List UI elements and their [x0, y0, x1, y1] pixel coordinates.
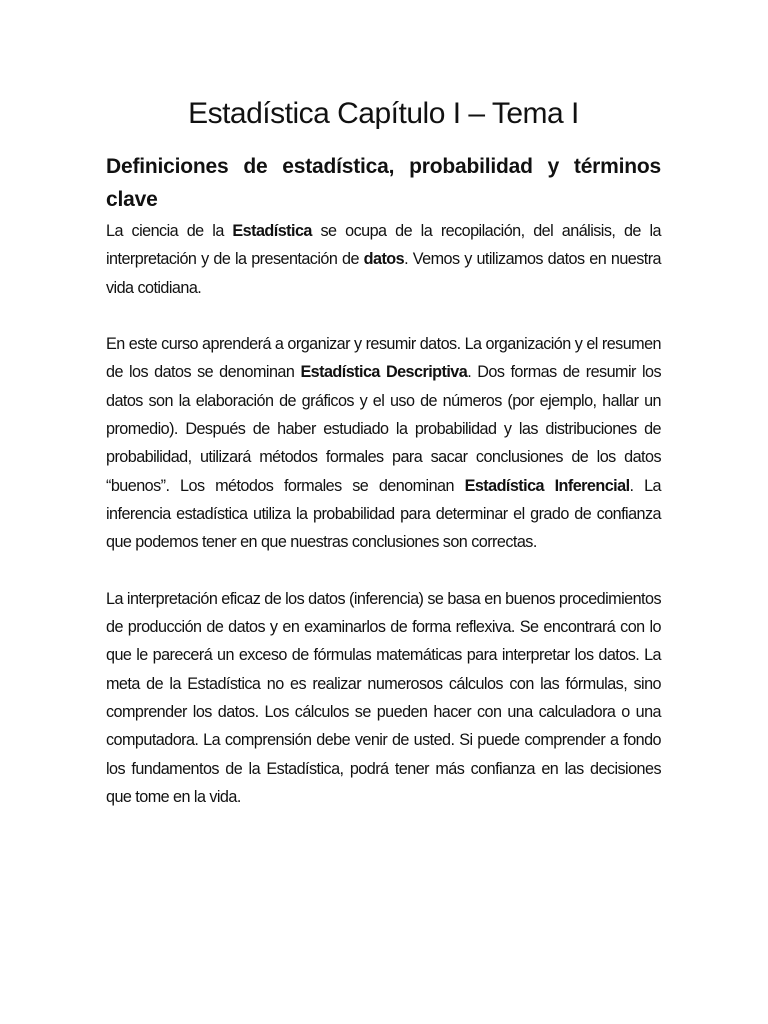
document-title: Estadística Capítulo I – Tema I [188, 97, 579, 130]
bold-term-estadistica: Estadística [232, 222, 312, 240]
paragraph-text: . Vemos y utilizamos datos en nuestra vida cotidiana. [106, 250, 662, 297]
paragraph-2 [106, 330, 661, 556]
paragraph-text: se ocupa de la recopilación, del análisis, de la interpretación y de la presentación de [106, 222, 662, 269]
document-page [106, 92, 661, 811]
paragraph-text: . Dos formas de resumir los datos son la elaboración de gráficos y el uso de números (por ejemplo, hallar un promedio). Después de haber estudiado la probabilidad y las distribuciones de probabilidad, utilizará métodos formales para sacar conclusiones de los datos “buenos”. Los métodos formales se denominan [106, 363, 661, 495]
bold-term-datos: datos [363, 250, 405, 269]
paragraph-text: En este curso aprenderá a organizar y resumir datos. La organización y el resumen de los datos se denominan [106, 335, 661, 382]
section-heading: Definiciones de estadística, probabilidad y términos clave [106, 155, 661, 211]
paragraph-text: La interpretación eficaz de los datos (inferencia) se basa en buenos procedimientos de producción de datos y en examinarlos de forma reflexiva. Se encontrará con lo que le parecerá un exceso de fórmulas matemáticas para interpretar los datos. La meta de la Estadística no es realizar numerosos cálculos con las fórmulas, sino comprender los datos. Los cálculos se pueden hacer con una calculadora o una computadora. La comprensión debe venir de usted. Si puede comprender a fondo los fundamentos de la Estadística, podrá tener más confianza en las decisiones que tome en la vida. [106, 589, 661, 806]
paragraph-3 [106, 585, 661, 811]
paragraph-text: La ciencia de la [106, 222, 233, 240]
bold-term-estadistica-descriptiva: Estadística Descriptiva [300, 363, 468, 382]
paragraph-1 [106, 217, 661, 302]
paragraph-text: . La inferencia estadística utiliza la probabilidad para determinar el grado de confianza que podemos tener en que nuestras conclusiones son correctas. [106, 476, 661, 552]
bold-term-estadistica-inferencial: Estadística Inferencial [464, 476, 630, 495]
